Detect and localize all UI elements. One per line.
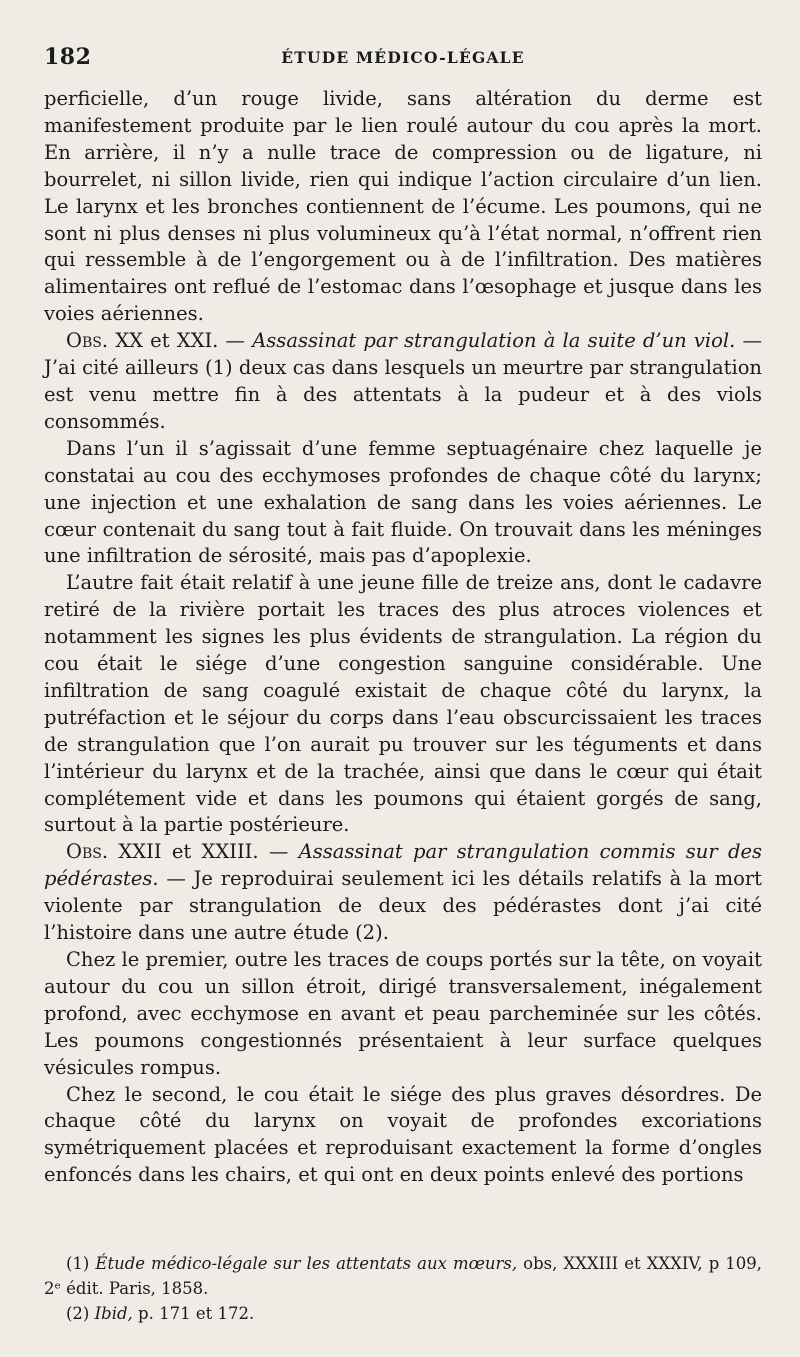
paragraph-continuation [44,86,762,328]
paragraph [44,1082,762,1190]
paragraph-text: perficielle, d’un rouge livide, sans altération du derme est manifestement produite par le lien roulé autour du cou après la mort. En arrière, il n’y a nulle trace de compression ou de ligature, ni bourrelet, ni sillon livide, rien qui indique l’action circulaire d’un lien. Le larynx et les bronches contiennent de l’écume. Les poumons, qui ne sont ni plus denses ni plus volumineux qu’à l’état normal, n’offrent rien qui ressemble à de l’engorgement ou à de l’infiltration. Des matières alimentaires ont reflué de l’estomac dans l’œsophage et jusque dans les voies aériennes. [44,87,762,326]
paragraph [44,947,762,1082]
observation-label: Obs. [66,840,109,864]
paragraph-text: Dans l’un il s’agissait d’une femme septuagénaire chez laquelle je constatai au cou des ecchymoses profondes de chaque côté du larynx; une injection et une exhalation de sang dans les voies aériennes. Le cœur contenait du sang tout à fait fluide. On trouvait dans les méninges une infiltration de sérosité, mais pas d’apoplexie. [44,436,762,568]
page-number: 182 [44,44,92,70]
running-title: ÉTUDE MÉDICO-LÉGALE [281,48,525,67]
footnote-marker: (1) [66,1254,90,1274]
observation-numbers: XX et XXI. [115,329,219,353]
paragraph-text: — J’ai cité ailleurs (1) deux cas dans lesquels un meurtre par strangulation est venu mettre fin à des attentats à la pudeur et à des viols consommés. [44,329,762,433]
footnote [44,1301,762,1326]
paragraph-text: Chez le second, le cou était le siége des plus graves désordres. De chaque côté du larynx on voyait de profondes excoriations symétriquement placées et reproduisant exactement la forme d’ongles enfoncés dans les chairs, et qui ont en deux points enlevé des portions [44,1082,762,1187]
observation-title: Assassinat par strangulation commis sur des pédérastes. [44,840,762,891]
paragraph [44,436,762,571]
footnote [44,1251,762,1301]
footnotes [44,1251,762,1326]
paragraph-text: Chez le premier, outre les traces de coups portés sur la tête, on voyait autour du cou un sillon étroit, dirigé transversalement, inégalement profond, avec ecchymose en avant et peau parcheminée sur les côtés. Les poumons congestionnés présentaient à leur surface quelques vésicules rompus. [44,948,762,1079]
footnote-text: obs, XXXIII et XXXIV, p 109, 2ᵉ édit. Paris, 1858. [44,1254,763,1299]
observation-title: Assassinat par strangulation à la suite d’un viol. [252,329,736,353]
observation-paragraph [44,328,762,436]
observation-dash: — [258,840,299,864]
paragraph-text: — Je reproduirai seulement ici les détails relatifs à la mort violente par strangulation de deux des pédérastes dont j’ai cité l’histoire dans une autre étude (2). [44,867,762,945]
running-head [44,40,762,74]
observation-numbers: XXII et XXIII. [118,840,259,864]
observation-label: Obs. [66,329,109,353]
observation-paragraph [44,839,762,947]
paragraph-text: L’autre fait était relatif à une jeune fille de treize ans, dont le cadavre retiré de la rivière portait les traces des plus atroces violences et notamment les signes les plus évidents de strangulation. La région du cou était le siége d’une congestion sanguine considérable. Une infiltration de sang coagulé existait de chaque côté du larynx, la putréfaction et le séjour du corps dans l’eau obscurcissaient les traces de strangulation que l’on aurait pu trouver sur les téguments et dans l’intérieur du larynx et de la trachée, ainsi que dans le cœur qui était complétement vide et dans les poumons qui étaient gorgés de sang, surtout à la partie postérieure. [44,571,762,837]
body-text [44,86,762,1189]
footnote-text: p. 171 et 172. [132,1304,255,1324]
footnote-marker: (2) [66,1304,90,1324]
footnote-title: Étude médico-légale sur les attentats aux mœurs, [95,1254,518,1274]
observation-dash: — [218,329,253,353]
footnote-title: Ibid, [94,1304,133,1324]
paragraph [44,570,762,839]
